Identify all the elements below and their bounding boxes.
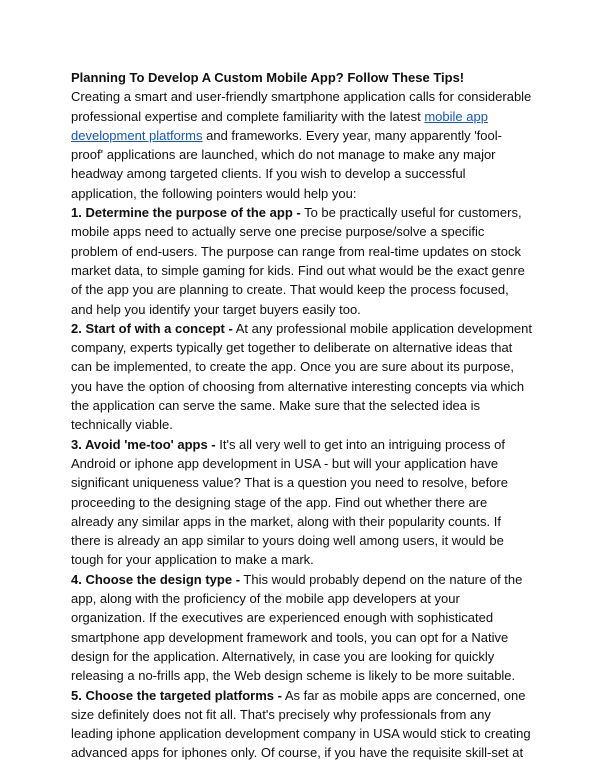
intro-text-after-link: and frameworks. Every year, many apparently 'fool-proof' applications are launched, which do not manage to make any major headway among targeted clients. If you wish to develop a successful application, the following pointers would help you: [71, 127, 502, 201]
tip-body-2: At any professional mobile application development company, experts typically get together to deliberate on alternative ideas that can be implemented, to create the app. Once you are sure about its purpose, you have the option of choosing from alternative interesting concepts via which the application can serve the same. Make sure that the selected idea is technically viable. [71, 320, 532, 433]
tip-heading-2: 2. Start of with a concept - [71, 320, 233, 336]
tip-body-1: To be practically useful for customers, mobile apps need to actually serve one precise purpose/solve a specific problem of end-users. The purpose can range from real-time updates on stock market data, to simple gaming for kids. Find out what would be the exact genre of the app you are planning to create. That would keep the process focused, and help you identify your target buyers easily too. [71, 205, 525, 317]
intro-text-before-link: Creating a smart and user-friendly smartphone application calls for considerable professional expertise and complete familiarity with the latest [71, 89, 532, 124]
tip-body-4: This would probably depend on the nature of the app, along with the proficiency of the mobile app developers at your organization. If the executives are experienced enough with sophisticated smartphone app development framework and tools, you can opt for a Native design for the application. Alternatively, in case you are looking for quickly releasing a no-frills app, the Web design scheme is likely to be more suitable. [71, 571, 523, 684]
tip-heading-4: 4. Choose the design type - [71, 571, 241, 587]
document-title: Planning To Develop A Custom Mobile App? Follow These Tips! [71, 70, 465, 85]
tip-body-3: It's all very well to get into an intriguing process of Android or iphone app development in USA - but will your application have significant uniqueness value? That is a question you need to resolve, before proceeding to the designing stage of the app. Find out whether there are already any similar apps in the market, along with their popularity counts. If there is already an app similar to yours doing well among users, it would be tough for your application to make a mark. [71, 436, 508, 568]
document-body [71, 68, 533, 763]
tip-body-5: As far as mobile apps are concerned, one size definitely does not fit all. That's precisely why professionals from any leading iphone application development company in USA would stick to creating advanced apps for iphones only. Of course, if you have the requisite skill-set at [71, 687, 531, 761]
tip-paragraph-3 [71, 435, 533, 570]
tip-paragraph-1 [71, 203, 533, 319]
tip-heading-5: 5. Choose the targeted platforms - [71, 687, 282, 703]
tip-heading-3: 3. Avoid 'me-too' apps - [71, 436, 216, 452]
mobile-app-platforms-link[interactable]: mobile app development platforms [71, 108, 488, 143]
tip-paragraph-4 [71, 570, 533, 686]
intro-paragraph [71, 87, 533, 203]
tip-paragraph-5 [71, 686, 533, 763]
tip-heading-1: 1. Determine the purpose of the app - [71, 205, 301, 221]
tip-paragraph-2 [71, 319, 533, 435]
